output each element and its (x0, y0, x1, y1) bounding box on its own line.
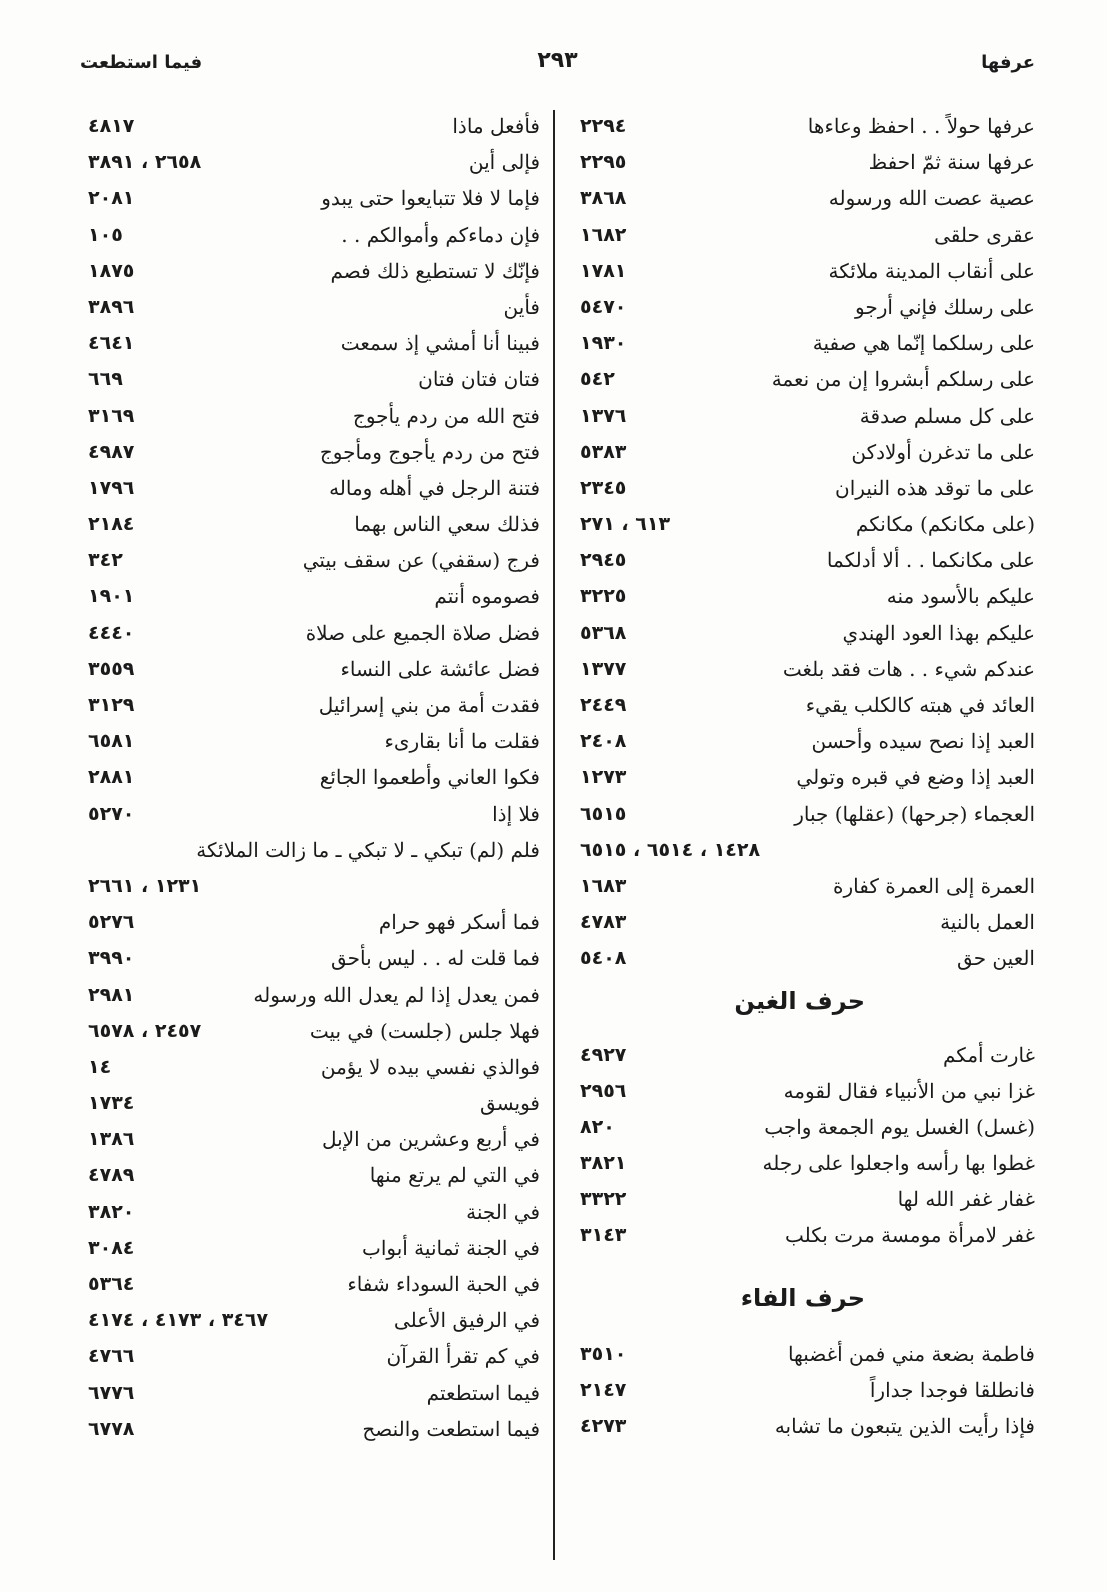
entry-hadith-number: ١٤٢٨ ، ٦٥١٤ ، ٦٥١٥ (580, 838, 761, 861)
entry-text: فإما لا فلا تتبايعوا حتى يبدو (321, 186, 540, 211)
entry-text: فتان فتان فتان (418, 367, 540, 392)
index-entry (80, 180, 540, 216)
index-entry (572, 1073, 1035, 1109)
entry-text: العبد إذا نصح سيده وأحسن (811, 729, 1035, 754)
page-number: ٢٩٣ (537, 48, 578, 73)
entry-hadith-number: ٣٤٦٧ ، ٤١٧٣ ، ٤١٧٤ (88, 1309, 269, 1332)
index-entry (80, 832, 540, 868)
index-entry (80, 796, 540, 832)
entry-hadith-number: ٦٥٨١ (88, 730, 135, 753)
index-entry (572, 615, 1035, 651)
index-entry (572, 1408, 1035, 1444)
entry-text: فبينا أنا أمشي إذ سمعت (340, 331, 540, 356)
index-entry (80, 578, 540, 614)
entry-text: فانطلقا فوجدا جداراً (869, 1377, 1035, 1402)
index-entry (572, 940, 1035, 976)
entry-text: العبد إذا وضع في قبره وتولي (796, 765, 1035, 790)
entry-hadith-number: ٤٧٨٩ (88, 1164, 135, 1187)
index-entry (572, 759, 1035, 795)
entry-text: فأفعل ماذا (452, 114, 540, 138)
entry-hadith-number: ١٨٧٥ (88, 259, 135, 282)
index-entry (572, 470, 1035, 506)
index-entry (80, 144, 540, 180)
entry-hadith-number: ٤٧٦٦ (88, 1345, 135, 1368)
entry-hadith-number: ١٦٨٢ (580, 223, 627, 246)
entry-hadith-number: ٥٣٦٤ (88, 1273, 135, 1295)
index-entry (572, 434, 1035, 470)
index-entry (80, 651, 540, 687)
index-entry (80, 1013, 540, 1049)
entry-text: فتنة الرجل في أهله وماله (329, 475, 540, 500)
entry-hadith-number: ٦١٣ ، ٢٧١ (580, 513, 671, 536)
entry-text: غزا نبي من الأنبياء فقال لقومه (783, 1078, 1035, 1103)
entry-hadith-number: ٢١٤٧ (580, 1378, 627, 1401)
entry-text: عصية عصت الله ورسوله (828, 186, 1035, 211)
entry-hadith-number: ١٧٣٤ (88, 1092, 135, 1115)
index-entry (572, 687, 1035, 723)
index-entry (80, 1338, 540, 1374)
entry-text: فوالذي نفسي بيده لا يؤمن (320, 1054, 540, 1079)
entry-text: فذلك سعي الناس بهما (354, 512, 540, 537)
left-column (80, 108, 540, 1447)
section-title: حرف الغين (734, 986, 865, 1015)
entry-text: فلم (لم) تبكي ـ لا تبكي ـ ما زالت الملائكة (196, 837, 540, 862)
entry-text: العمل بالنية (940, 910, 1035, 935)
entry-hadith-number: ٣٨٢١ (580, 1152, 627, 1175)
entry-text: على أنقاب المدينة ملائكة (828, 258, 1035, 283)
entry-text: غفار غفر الله لها (897, 1187, 1035, 1212)
index-entry (80, 759, 540, 795)
index-entry (80, 470, 540, 506)
entry-hadith-number: ٨٢٠ (580, 1115, 615, 1138)
index-entry (572, 832, 1035, 868)
entry-text: فيما استطعت والنصح (362, 1416, 540, 1441)
entry-hadith-number: ٦٧٧٨ (88, 1417, 135, 1440)
entry-hadith-number: ٢٤٤٩ (580, 694, 627, 716)
index-entry (572, 253, 1035, 289)
entry-text: فإن دماءكم وأموالكم . . (341, 222, 540, 247)
entry-hadith-number: ١٠٥ (88, 223, 123, 246)
entry-hadith-number: ٣٨٩٦ (88, 295, 135, 318)
entry-hadith-number: ١٣٧٦ (580, 404, 627, 427)
entry-hadith-number: ٢٦٥٨ ، ٣٨٩١ (88, 151, 202, 174)
entry-text: فأين (503, 294, 540, 319)
index-entry (572, 1181, 1035, 1217)
index-entry (80, 434, 540, 470)
entry-hadith-number: ١٧٩٦ (88, 476, 135, 499)
entry-hadith-number: ٥٤٠٨ (580, 947, 627, 970)
entry-hadith-number: ١٧٨١ (580, 259, 627, 282)
entry-text: في الرفيق الأعلى (393, 1308, 540, 1333)
entry-text: العمرة إلى العمرة كفارة (832, 873, 1035, 898)
entry-hadith-number: ٢٣٤٥ (580, 476, 627, 499)
entry-text: فاطمة بضعة مني فمن أغضبها (787, 1341, 1035, 1366)
section-title: حرف الفاء (740, 1283, 865, 1312)
entry-hadith-number: ٣٢٢٥ (580, 585, 627, 608)
index-entry (572, 723, 1035, 759)
entry-text: فضل صلاة الجميع على صلاة (305, 620, 540, 645)
header-left-keyword: فيما استطعت (80, 52, 203, 73)
entry-text: فكوا العاني وأطعموا الجائع (319, 765, 540, 790)
entry-text: على رسلك فإني أرجو (855, 294, 1035, 319)
entry-hadith-number: ١٩٠١ (88, 585, 135, 608)
entry-text: عرفها سنة ثمّ احفظ (868, 150, 1035, 175)
entry-text: فهلا جلس (جلست) في بيت (309, 1018, 540, 1043)
entry-hadith-number: ١٢٧٣ (580, 766, 627, 789)
index-entry (80, 506, 540, 542)
entry-hadith-number: ٢٩٨١ (88, 983, 135, 1006)
column-divider (553, 110, 555, 1560)
index-entry (80, 1049, 540, 1085)
entry-text: فيما استطعتم (426, 1380, 540, 1405)
index-entry (572, 361, 1035, 397)
index-entry (572, 108, 1035, 144)
entry-text: فرج (سقفي) عن سقف بيتي (302, 548, 540, 573)
entry-text: على رسلكم أبشروا إن من نعمة (771, 367, 1035, 392)
entry-text: فقدت أمة من بني إسرائيل (318, 693, 540, 717)
index-entry (80, 1194, 540, 1230)
index-entry (572, 868, 1035, 904)
entry-hadith-number: ١٦٨٣ (580, 874, 627, 897)
entry-text: فإذا رأيت الذين يتبعون ما تشابه (774, 1414, 1035, 1438)
index-entry (572, 578, 1035, 614)
entry-hadith-number: ٤٩٢٧ (580, 1043, 627, 1066)
entry-text: فصوموه أنتم (434, 584, 540, 609)
entry-hadith-number: ٣٥١٠ (580, 1342, 627, 1365)
index-entry (80, 1375, 540, 1411)
entry-text: فإنّك لا تستطيع ذلك فصم (330, 258, 540, 283)
entry-hadith-number: ٤٤٤٠ (88, 621, 135, 644)
index-entry (572, 217, 1035, 253)
index-entry (572, 506, 1035, 542)
entry-hadith-number: ٥٢٧٦ (88, 911, 135, 934)
entry-text: عليكم بهذا العود الهندي (842, 620, 1035, 645)
index-entry (80, 542, 540, 578)
entry-text: فقلت ما أنا بقارىء (384, 729, 540, 754)
entry-text: غطوا بها رأسه واجعلوا على رجله (762, 1151, 1035, 1176)
index-entry (572, 144, 1035, 180)
index-entry (80, 1230, 540, 1266)
index-entry (572, 289, 1035, 325)
entry-text: في الحبة السوداء شفاء (347, 1272, 540, 1296)
entry-hadith-number: ٤٩٨٧ (88, 440, 135, 463)
index-entry (80, 1085, 540, 1121)
index-entry (80, 1411, 540, 1447)
index-entry (80, 253, 540, 289)
entry-hadith-number: ٣١٦٩ (88, 404, 135, 427)
index-entry (80, 904, 540, 940)
entry-text: في الجنة (466, 1199, 540, 1224)
entry-hadith-number: ٤٢٧٣ (580, 1415, 627, 1437)
index-entry (572, 1217, 1035, 1253)
index-entry (80, 1302, 540, 1338)
entry-hadith-number: ٣٥٥٩ (88, 657, 135, 680)
entry-hadith-number: ٥٤٢ (580, 368, 615, 391)
index-entry (572, 796, 1035, 832)
header-right-keyword: عرفها (981, 52, 1035, 73)
entry-text: غارت أمكم (942, 1042, 1035, 1067)
entry-hadith-number: ٣٠٨٤ (88, 1236, 135, 1259)
entry-hadith-number: ٣٩٩٠ (88, 947, 135, 970)
index-entry (80, 723, 540, 759)
entry-text: (على مكانكم) مكانكم (855, 512, 1035, 537)
entry-text: فما قلت له . . ليس بأحق (330, 946, 540, 971)
index-entry (80, 1157, 540, 1193)
index-entry (80, 217, 540, 253)
index-entry (572, 1109, 1035, 1145)
index-entry (80, 1121, 540, 1157)
entry-hadith-number: ٣٨٦٨ (580, 187, 627, 210)
entry-hadith-number: ٢٠٨١ (88, 187, 135, 210)
index-entry (572, 904, 1035, 940)
entry-hadith-number: ٢٩٤٥ (580, 549, 627, 572)
entry-text: (غسل) الغسل يوم الجمعة واجب (764, 1114, 1035, 1139)
entry-text: غفر لامرأة مومسة مرت بكلب (785, 1223, 1035, 1248)
index-entry (80, 1266, 540, 1302)
entry-text: في كم تقرأ القرآن (386, 1344, 540, 1369)
entry-hadith-number: ٤٦٤١ (88, 332, 135, 355)
entry-text: عقرى حلقى (934, 222, 1035, 247)
index-entry (80, 615, 540, 651)
index-entry (572, 398, 1035, 434)
entry-hadith-number: ٢٤٥٧ ، ٦٥٧٨ (88, 1019, 202, 1042)
entry-text: في التي لم يرتع منها (369, 1163, 540, 1188)
right-column (572, 108, 1035, 1444)
entry-text: فضل عائشة على النساء (340, 656, 540, 681)
entry-hadith-number: ٥٣٨٣ (580, 440, 627, 463)
entry-hadith-number: ١٩٣٠ (580, 332, 627, 355)
entry-text: فلا إذا (492, 801, 540, 826)
index-entry (572, 1037, 1035, 1073)
index-entry (80, 868, 540, 904)
entry-hadith-number: ١٢٣١ ، ٢٦٦١ (88, 874, 202, 897)
entry-hadith-number: ٣٨٢٠ (88, 1200, 135, 1223)
entry-text: العائد في هبته كالكلب يقيء (805, 693, 1035, 717)
entry-hadith-number: ٣١٢٩ (88, 694, 135, 716)
entry-text: العين حق (957, 946, 1035, 971)
entry-text: فتح من ردم يأجوج ومأجوج (319, 439, 540, 464)
index-entry (572, 1145, 1035, 1181)
entry-text: فتح الله من ردم يأجوج (352, 403, 540, 428)
entry-hadith-number: ٢٤٠٨ (580, 730, 627, 753)
entry-hadith-number: ٤٧٨٣ (580, 911, 627, 934)
entry-text: على كل مسلم صدقة (859, 403, 1035, 428)
index-entry (80, 398, 540, 434)
entry-hadith-number: ١٤ (88, 1055, 112, 1078)
index-entry (572, 180, 1035, 216)
entry-text: في الجنة ثمانية أبواب (361, 1235, 540, 1260)
entry-text: على ما تدغرن أولادكن (851, 439, 1035, 464)
index-entry (80, 108, 540, 144)
entry-hadith-number: ٢٢٩٥ (580, 151, 627, 174)
entry-hadith-number: ٤٨١٧ (88, 115, 135, 137)
entry-text: عليكم بالأسود منه (886, 584, 1035, 609)
entry-hadith-number: ٣١٤٣ (580, 1224, 627, 1247)
index-entry (572, 542, 1035, 578)
entry-text: فمن يعدل إذا لم يعدل الله ورسوله (253, 982, 540, 1007)
letter-section-heading (572, 977, 1035, 1037)
index-entry (80, 289, 540, 325)
index-entry (80, 361, 540, 397)
index-entry (80, 977, 540, 1013)
entry-hadith-number: ١٣٨٦ (88, 1128, 135, 1151)
index-entry (80, 687, 540, 723)
entry-text: في أربع وعشرين من الإبل (322, 1127, 540, 1152)
index-entry (572, 1372, 1035, 1408)
entry-text: فما أسكر فهو حرام (378, 910, 540, 935)
entry-hadith-number: ٦٦٩ (88, 368, 123, 391)
entry-text: فإلى أين (468, 150, 540, 175)
entry-hadith-number: ٥٣٦٨ (580, 621, 627, 644)
entry-hadith-number: ٥٢٧٠ (88, 802, 135, 825)
entry-hadith-number: ٢٨٨١ (88, 766, 135, 789)
entry-text: العجماء (جرحها) (عقلها) جبار (794, 801, 1035, 826)
index-entry (80, 325, 540, 361)
entry-hadith-number: ٢١٨٤ (88, 513, 135, 536)
index-entry (572, 325, 1035, 361)
entry-hadith-number: ٢٩٥٦ (580, 1079, 627, 1102)
entry-hadith-number: ١٣٧٧ (580, 657, 627, 680)
entry-hadith-number: ٢٢٩٤ (580, 115, 627, 137)
entry-hadith-number: ٦٥١٥ (580, 802, 627, 825)
entry-text: عرفها حولاً . . احفظ وعاءها (807, 114, 1035, 138)
index-entry (80, 940, 540, 976)
entry-hadith-number: ٦٧٧٦ (88, 1381, 135, 1404)
entry-text: على مكانكما . . ألا أدلكما (826, 548, 1035, 573)
letter-section-heading (572, 1254, 1035, 1336)
index-entry (572, 651, 1035, 687)
page-header (80, 48, 1035, 84)
entry-text: على رسلكما إنّما هي صفية (812, 331, 1035, 356)
entry-hadith-number: ٣٤٢ (88, 549, 123, 572)
entry-text: عندكم شيء . . هات فقد بلغت (782, 656, 1035, 681)
entry-text: على ما توقد هذه النيران (835, 475, 1035, 500)
entry-hadith-number: ٥٤٧٠ (580, 295, 627, 318)
entry-text: فويسق (480, 1091, 540, 1116)
index-entry (572, 1336, 1035, 1372)
entry-hadith-number: ٣٣٢٢ (580, 1188, 627, 1211)
